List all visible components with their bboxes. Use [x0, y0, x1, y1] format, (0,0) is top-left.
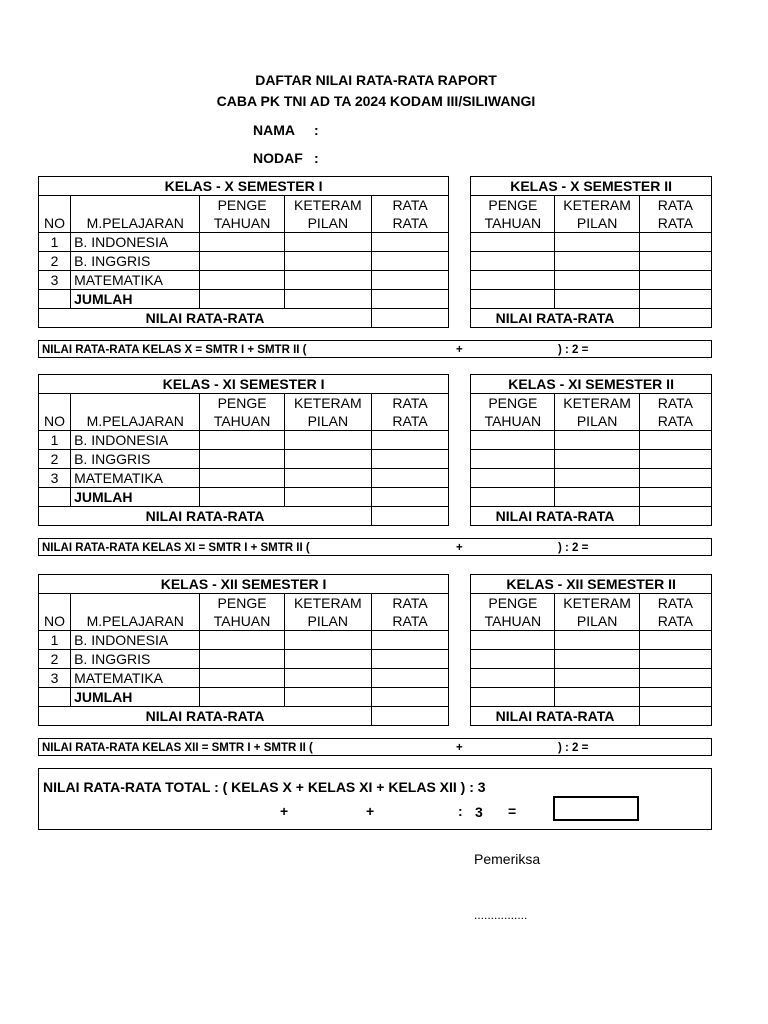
pengetahuan-header-2: TAHUAN: [200, 612, 284, 631]
jumlah-label: JUMLAH: [71, 488, 200, 507]
column-gap: [449, 488, 471, 507]
pengetahuan-header: PENGE: [200, 196, 284, 215]
nilai-rata-rata-label: NILAI RATA-RATA: [471, 507, 639, 526]
keterampilan-header-2: PILAN: [284, 412, 371, 431]
row-number: 2: [39, 650, 71, 669]
keterampilan-header-2: PILAN: [555, 412, 639, 431]
row-number: 3: [39, 271, 71, 290]
score-cell[interactable]: [371, 631, 448, 650]
formula-plus: +: [456, 344, 463, 356]
nilai-rata-rata-label: NILAI RATA-RATA: [471, 707, 639, 726]
score-cell[interactable]: [200, 631, 284, 650]
score-cell[interactable]: [371, 507, 448, 526]
pengetahuan-header-2: TAHUAN: [471, 412, 555, 431]
nilai-rata-rata-label: NILAI RATA-RATA: [39, 309, 372, 328]
rata-rata-header: RATA: [639, 394, 711, 413]
keterampilan-header-2: PILAN: [555, 612, 639, 631]
score-cell[interactable]: [639, 488, 711, 507]
score-cell[interactable]: [200, 688, 284, 707]
subject-column-header: M.PELAJARAN: [71, 214, 200, 233]
nilai-rata-rata-row: [39, 309, 712, 328]
row-number: 3: [39, 669, 71, 688]
score-cell[interactable]: [471, 488, 555, 507]
score-cell[interactable]: [639, 669, 711, 688]
score-cell[interactable]: [371, 650, 448, 669]
pengetahuan-header: PENGE: [200, 394, 284, 413]
total-plus-2: +: [366, 803, 375, 819]
total-divide: :: [458, 803, 463, 819]
score-cell[interactable]: [200, 271, 284, 290]
table-row: [39, 631, 712, 650]
score-cell[interactable]: [555, 631, 639, 650]
score-cell[interactable]: [200, 669, 284, 688]
semester-1-header: KELAS - XII SEMESTER I: [39, 575, 449, 594]
score-cell[interactable]: [639, 309, 711, 328]
nilai-rata-rata-row: [39, 707, 712, 726]
score-cell[interactable]: [371, 707, 448, 726]
pengetahuan-header: PENGE: [471, 196, 555, 215]
score-cell[interactable]: [284, 650, 371, 669]
score-cell[interactable]: [284, 233, 371, 252]
subject-name: B. INDONESIA: [71, 631, 200, 650]
score-cell[interactable]: [639, 450, 711, 469]
total-answer-box[interactable]: [553, 796, 639, 821]
column-gap: [449, 196, 471, 215]
class-average-formula: [38, 340, 712, 358]
score-cell[interactable]: [555, 252, 639, 271]
keterampilan-header-2: PILAN: [284, 612, 371, 631]
column-gap: [449, 252, 471, 271]
score-cell[interactable]: [471, 650, 555, 669]
pengetahuan-header: PENGE: [471, 394, 555, 413]
column-gap: [449, 375, 471, 394]
no-header-top: [39, 394, 71, 413]
score-cell[interactable]: [471, 252, 555, 271]
subject-header-top: [71, 594, 200, 613]
column-gap: [449, 650, 471, 669]
score-cell[interactable]: [555, 469, 639, 488]
score-cell[interactable]: [639, 650, 711, 669]
score-cell[interactable]: [471, 271, 555, 290]
jumlah-label: JUMLAH: [71, 290, 200, 309]
column-gap: [449, 394, 471, 413]
document-subtitle: CABA PK TNI AD TA 2024 KODAM III/SILIWANGI: [216, 93, 536, 109]
column-gap: [449, 412, 471, 431]
score-cell[interactable]: [639, 469, 711, 488]
total-label: NILAI RATA-RATA TOTAL : ( KELAS X + KELAS XI + KELAS XII ) : 3: [43, 779, 486, 795]
table-row: [39, 450, 712, 469]
score-cell[interactable]: [471, 669, 555, 688]
column-gap: [449, 594, 471, 613]
score-cell[interactable]: [555, 450, 639, 469]
jumlah-label: JUMLAH: [71, 688, 200, 707]
semester-2-header: KELAS - X SEMESTER II: [471, 177, 712, 196]
column-gap: [449, 450, 471, 469]
score-cell[interactable]: [371, 252, 448, 271]
rata-rata-header-2: RATA: [371, 612, 448, 631]
rata-rata-header-2: RATA: [639, 412, 711, 431]
pengetahuan-header: PENGE: [200, 594, 284, 613]
empty-cell: [39, 688, 71, 707]
pengetahuan-header-2: TAHUAN: [200, 214, 284, 233]
table-row: [39, 650, 712, 669]
row-number: 1: [39, 233, 71, 252]
table-row: [39, 669, 712, 688]
subject-name: B. INDONESIA: [71, 431, 200, 450]
grade-table-block-1: [38, 176, 712, 328]
score-cell[interactable]: [200, 431, 284, 450]
subject-name: MATEMATIKA: [71, 271, 200, 290]
keterampilan-header: KETERAM: [555, 394, 639, 413]
subject-column-header: M.PELAJARAN: [71, 612, 200, 631]
formula-text: NILAI RATA-RATA KELAS XI = SMTR I + SMTR II (: [42, 542, 310, 554]
nilai-rata-rata-label: NILAI RATA-RATA: [471, 309, 639, 328]
subject-header-top: [71, 196, 200, 215]
column-gap: [449, 290, 471, 309]
no-header-top: [39, 594, 71, 613]
score-cell[interactable]: [200, 290, 284, 309]
score-cell[interactable]: [555, 431, 639, 450]
score-cell[interactable]: [555, 488, 639, 507]
keterampilan-header-2: PILAN: [284, 214, 371, 233]
total-section: [38, 768, 712, 830]
score-cell[interactable]: [284, 431, 371, 450]
total-plus-1: +: [280, 803, 289, 819]
empty-cell: [39, 488, 71, 507]
nama-colon: :: [314, 122, 319, 138]
score-cell[interactable]: [471, 631, 555, 650]
grade-table-block-3: [38, 574, 712, 726]
document-title: DAFTAR NILAI RATA-RATA RAPORT: [255, 72, 497, 88]
score-cell[interactable]: [371, 290, 448, 309]
column-gap: [449, 507, 471, 526]
keterampilan-header-2: PILAN: [555, 214, 639, 233]
no-header-top: [39, 196, 71, 215]
subject-header-top: [71, 394, 200, 413]
table-row: [39, 271, 712, 290]
column-gap: [449, 177, 471, 196]
score-cell[interactable]: [200, 469, 284, 488]
keterampilan-header: KETERAM: [284, 594, 371, 613]
subject-column-header: M.PELAJARAN: [71, 412, 200, 431]
pengetahuan-header-2: TAHUAN: [471, 214, 555, 233]
score-cell[interactable]: [200, 252, 284, 271]
subject-name: B. INGGRIS: [71, 252, 200, 271]
table-row: [39, 469, 712, 488]
jumlah-row: [39, 688, 712, 707]
pengetahuan-header: PENGE: [471, 594, 555, 613]
subject-name: B. INGGRIS: [71, 450, 200, 469]
score-cell[interactable]: [639, 507, 711, 526]
score-cell[interactable]: [471, 469, 555, 488]
column-gap: [449, 669, 471, 688]
score-cell[interactable]: [371, 669, 448, 688]
table-row: [39, 431, 712, 450]
score-cell[interactable]: [555, 290, 639, 309]
column-gap: [449, 214, 471, 233]
formula-text: NILAI RATA-RATA KELAS X = SMTR I + SMTR II (: [42, 344, 307, 356]
formula-divide: ) : 2 =: [558, 742, 589, 754]
signature-line: ................: [474, 908, 528, 922]
formula-divide: ) : 2 =: [558, 344, 589, 356]
score-cell[interactable]: [471, 450, 555, 469]
nama-label: NAMA: [253, 122, 295, 138]
keterampilan-header: KETERAM: [284, 394, 371, 413]
pengetahuan-header-2: TAHUAN: [471, 612, 555, 631]
formula-text: NILAI RATA-RATA KELAS XII = SMTR I + SMTR II (: [42, 742, 313, 754]
nodaf-label: NODAF: [253, 150, 303, 166]
score-cell[interactable]: [284, 271, 371, 290]
score-cell[interactable]: [639, 631, 711, 650]
nilai-rata-rata-label: NILAI RATA-RATA: [39, 707, 372, 726]
score-cell[interactable]: [284, 669, 371, 688]
score-cell[interactable]: [639, 233, 711, 252]
formula-plus: +: [456, 742, 463, 754]
score-cell[interactable]: [555, 669, 639, 688]
score-cell[interactable]: [284, 252, 371, 271]
score-cell[interactable]: [371, 431, 448, 450]
nilai-rata-rata-row: [39, 507, 712, 526]
score-cell[interactable]: [200, 488, 284, 507]
subject-name: MATEMATIKA: [71, 669, 200, 688]
column-gap: [449, 631, 471, 650]
score-cell[interactable]: [555, 650, 639, 669]
score-cell[interactable]: [284, 631, 371, 650]
subject-name: B. INGGRIS: [71, 650, 200, 669]
score-cell[interactable]: [639, 688, 711, 707]
formula-plus: +: [456, 542, 463, 554]
score-cell[interactable]: [371, 309, 448, 328]
rata-rata-header: RATA: [371, 594, 448, 613]
score-cell[interactable]: [639, 290, 711, 309]
score-cell[interactable]: [555, 271, 639, 290]
rata-rata-header: RATA: [639, 196, 711, 215]
score-cell[interactable]: [284, 290, 371, 309]
score-cell[interactable]: [284, 488, 371, 507]
nodaf-colon: :: [314, 150, 319, 166]
nilai-rata-rata-label: NILAI RATA-RATA: [39, 507, 372, 526]
score-cell[interactable]: [371, 488, 448, 507]
score-cell[interactable]: [284, 450, 371, 469]
table-row: [39, 252, 712, 271]
keterampilan-header: KETERAM: [555, 594, 639, 613]
score-cell[interactable]: [371, 469, 448, 488]
class-average-formula: [38, 538, 712, 556]
score-cell[interactable]: [555, 233, 639, 252]
score-cell[interactable]: [371, 688, 448, 707]
score-cell[interactable]: [284, 688, 371, 707]
semester-2-header: KELAS - XI SEMESTER II: [471, 375, 712, 394]
rata-rata-header-2: RATA: [639, 214, 711, 233]
formula-divide: ) : 2 =: [558, 542, 589, 554]
subject-name: MATEMATIKA: [71, 469, 200, 488]
total-equals: =: [508, 803, 517, 819]
score-cell[interactable]: [371, 233, 448, 252]
subject-name: B. INDONESIA: [71, 233, 200, 252]
column-gap: [449, 707, 471, 726]
column-gap: [449, 271, 471, 290]
score-cell[interactable]: [471, 431, 555, 450]
rata-rata-header: RATA: [639, 594, 711, 613]
pengetahuan-header-2: TAHUAN: [200, 412, 284, 431]
keterampilan-header: KETERAM: [284, 196, 371, 215]
no-column-header: NO: [39, 214, 71, 233]
rata-rata-header-2: RATA: [371, 214, 448, 233]
no-column-header: NO: [39, 412, 71, 431]
grade-table-block-2: [38, 374, 712, 526]
row-number: 2: [39, 450, 71, 469]
score-cell[interactable]: [471, 233, 555, 252]
row-number: 1: [39, 631, 71, 650]
score-cell[interactable]: [200, 450, 284, 469]
semester-1-header: KELAS - X SEMESTER I: [39, 177, 449, 196]
score-cell[interactable]: [371, 271, 448, 290]
score-cell[interactable]: [200, 650, 284, 669]
score-cell[interactable]: [471, 688, 555, 707]
rata-rata-header: RATA: [371, 196, 448, 215]
keterampilan-header: KETERAM: [555, 196, 639, 215]
semester-2-header: KELAS - XII SEMESTER II: [471, 575, 712, 594]
score-cell[interactable]: [371, 450, 448, 469]
empty-cell: [39, 290, 71, 309]
score-cell[interactable]: [471, 290, 555, 309]
score-cell[interactable]: [639, 271, 711, 290]
row-number: 3: [39, 469, 71, 488]
row-number: 1: [39, 431, 71, 450]
row-number: 2: [39, 252, 71, 271]
score-cell[interactable]: [639, 431, 711, 450]
column-gap: [449, 309, 471, 328]
no-column-header: NO: [39, 612, 71, 631]
rata-rata-header: RATA: [371, 394, 448, 413]
total-three: 3: [475, 804, 483, 820]
column-gap: [449, 688, 471, 707]
column-gap: [449, 575, 471, 594]
score-cell[interactable]: [555, 688, 639, 707]
column-gap: [449, 612, 471, 631]
score-cell[interactable]: [639, 252, 711, 271]
score-cell[interactable]: [284, 469, 371, 488]
jumlah-row: [39, 488, 712, 507]
pemeriksa-label: Pemeriksa: [474, 851, 541, 867]
score-cell[interactable]: [200, 233, 284, 252]
column-gap: [449, 469, 471, 488]
class-average-formula: [38, 738, 712, 756]
score-cell[interactable]: [639, 707, 711, 726]
rata-rata-header-2: RATA: [639, 612, 711, 631]
rata-rata-header-2: RATA: [371, 412, 448, 431]
column-gap: [449, 431, 471, 450]
semester-1-header: KELAS - XI SEMESTER I: [39, 375, 449, 394]
table-row: [39, 233, 712, 252]
column-gap: [449, 233, 471, 252]
jumlah-row: [39, 290, 712, 309]
